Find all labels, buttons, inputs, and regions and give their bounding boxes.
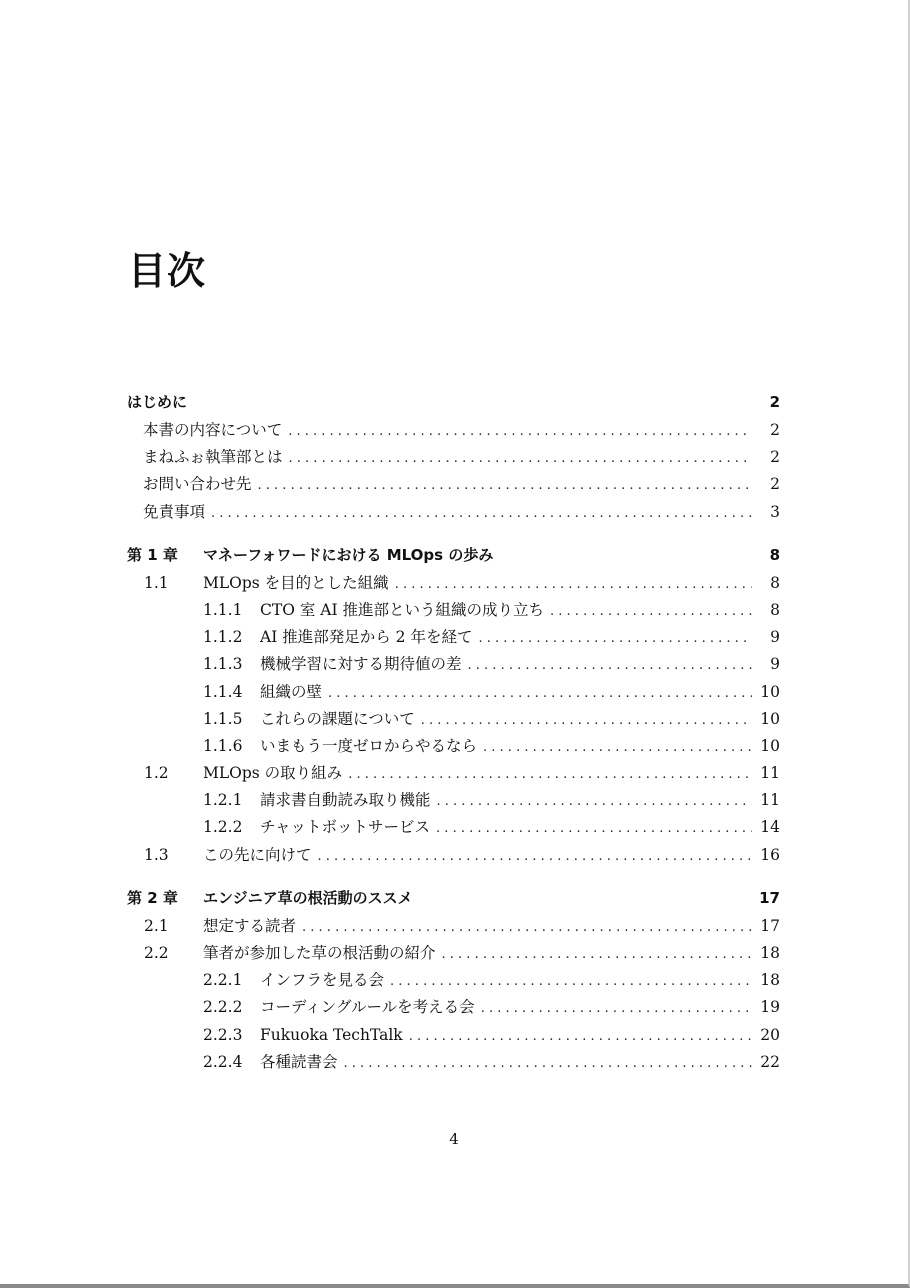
toc-section-number: 2.1 [144,916,169,935]
toc-subsection-number: 1.1.6 [203,736,243,755]
toc-entry-title: MLOps の取り組み [203,764,343,783]
toc-chapter-title: マネーフォワードにおける MLOps の歩み [203,545,494,564]
toc-subsection[interactable] [127,1022,780,1049]
toc-entry-title: 各種読書会 [260,1052,338,1071]
dot-leader [395,571,752,598]
toc-entry-page: 2 [770,448,780,467]
toc-chapter-number: 第 2 章 [127,888,178,907]
toc-entry-page: 16 [760,845,780,864]
toc-entry-page: 17 [760,916,780,935]
toc-entry-title: AI 推進部発足から 2 年を経て [260,628,473,647]
toc-subsection-number: 1.1.3 [203,655,243,674]
toc-chapter-2[interactable] [127,884,780,913]
toc-subsection[interactable] [127,706,780,733]
toc-entry-title: インフラを見る会 [260,971,385,990]
toc-section-number: 1.2 [144,764,169,783]
dot-leader [211,500,752,527]
toc-entry-title: 組織の壁 [260,682,323,701]
toc-chapter-number: 第 1 章 [127,545,178,564]
toc-subsection[interactable] [127,814,780,841]
dot-leader [288,418,752,445]
toc-subsection-number: 2.2.1 [203,971,243,990]
toc-section-number: 2.2 [144,944,169,962]
toc-subsection-number: 1.1.4 [203,682,243,701]
toc-subsection-number: 2.2.4 [203,1052,243,1071]
dot-leader [318,843,752,870]
toc-section[interactable] [127,760,780,787]
toc-entry-intro[interactable] [127,388,780,417]
dot-leader [409,1023,752,1050]
dot-leader [302,914,752,941]
toc-entry-page: 2 [769,393,780,411]
dot-leader [478,625,752,652]
toc-entry-page: 20 [760,1025,780,1044]
dot-leader [468,652,752,679]
toc-entry-page: 9 [770,628,780,647]
dot-leader [348,761,752,788]
toc-entry-page: 17 [759,888,780,907]
toc-entry-page: 9 [770,655,780,674]
toc-entry[interactable] [127,444,780,471]
dot-leader [344,1050,752,1077]
toc-section-number: 1.3 [144,845,169,864]
toc-entry-title: これらの課題について [260,709,415,728]
dot-leader [437,788,752,815]
toc-entry-title: この先に向けて [203,845,312,864]
toc-subsection-number: 2.2.2 [203,998,243,1017]
toc-entry-title: Fukuoka TechTalk [260,1025,403,1044]
toc-entry-title: チャットボットサービス [260,818,431,837]
toc-subsection-number: 1.2.1 [203,791,243,810]
dot-leader [550,598,752,625]
toc-entry-title: まねふぉ執筆部とは [143,448,283,467]
dot-leader [390,968,752,995]
toc-entry-page: 8 [770,573,780,592]
dot-leader [421,707,752,734]
dot-leader [481,995,752,1022]
toc-section[interactable] [127,570,780,597]
dot-leader [442,941,752,968]
toc-entry-page: 8 [769,545,780,564]
toc-entry-title: はじめに [127,393,188,411]
toc-entry-page: 19 [760,998,780,1017]
toc-entry-title: コーディングルールを考える会 [260,998,475,1017]
toc-section[interactable] [127,913,780,940]
toc-entry-title: 本書の内容について [143,421,283,439]
toc-entry[interactable] [127,417,780,444]
toc-subsection-number: 2.2.3 [203,1025,243,1044]
toc-entry-title: MLOps を目的とした組織 [203,573,389,592]
toc-entry[interactable] [127,471,780,498]
toc-entry-page: 18 [760,944,780,962]
dot-leader [258,472,752,499]
toc-entry[interactable] [127,499,780,526]
toc-entry-title: 想定する読者 [203,916,297,935]
dot-leader [328,680,752,707]
toc-entry-title: 免責事項 [143,502,206,521]
dot-leader [289,445,752,472]
toc-entry-title: CTO 室 AI 推進部という組織の成り立ち [260,600,545,619]
table-of-contents [127,388,780,1076]
toc-section[interactable] [127,940,780,967]
toc-subsection-number: 1.2.2 [203,818,243,837]
toc-chapter-1[interactable] [127,541,780,570]
toc-subsection[interactable] [127,967,780,994]
dot-leader [483,734,752,761]
toc-entry-title: 筆者が参加した草の根活動の紹介 [203,944,436,962]
toc-entry-page: 10 [760,682,780,701]
toc-entry-page: 8 [770,600,780,619]
toc-subsection[interactable] [127,597,780,624]
toc-entry-page: 14 [760,818,780,837]
toc-subsection[interactable] [127,1049,780,1076]
toc-subsection-number: 1.1.2 [203,628,243,647]
toc-heading: 目次 [128,249,207,293]
toc-entry-title: いまもう一度ゼロからやるなら [260,736,478,755]
toc-section-number: 1.1 [144,573,169,592]
toc-entry-page: 3 [770,502,780,521]
page-number: 4 [449,1130,459,1148]
toc-subsection[interactable] [127,994,780,1021]
toc-entry-page: 11 [760,764,780,783]
toc-entry-page: 2 [770,421,780,439]
toc-subsection[interactable] [127,651,780,678]
toc-section[interactable] [127,842,780,869]
toc-subsection[interactable] [127,787,780,814]
toc-subsection-number: 1.1.1 [203,600,243,619]
toc-subsection-number: 1.1.5 [203,709,243,728]
toc-chapter-title: エンジニア草の根活動のススメ [203,888,413,907]
toc-entry-page: 2 [770,475,780,494]
toc-subsection[interactable] [127,679,780,706]
toc-subsection[interactable] [127,733,780,760]
toc-entry-title: お問い合わせ先 [143,475,252,494]
toc-entry-title: 請求書自動読み取り機能 [260,791,431,810]
toc-entry-page: 10 [760,736,780,755]
toc-entry-page: 18 [760,971,780,990]
toc-subsection[interactable] [127,624,780,651]
toc-entry-page: 11 [760,791,780,810]
dot-leader [436,815,752,842]
toc-entry-title: 機械学習に対する期待値の差 [260,655,462,674]
toc-entry-page: 22 [760,1052,780,1071]
toc-entry-page: 10 [760,709,780,728]
